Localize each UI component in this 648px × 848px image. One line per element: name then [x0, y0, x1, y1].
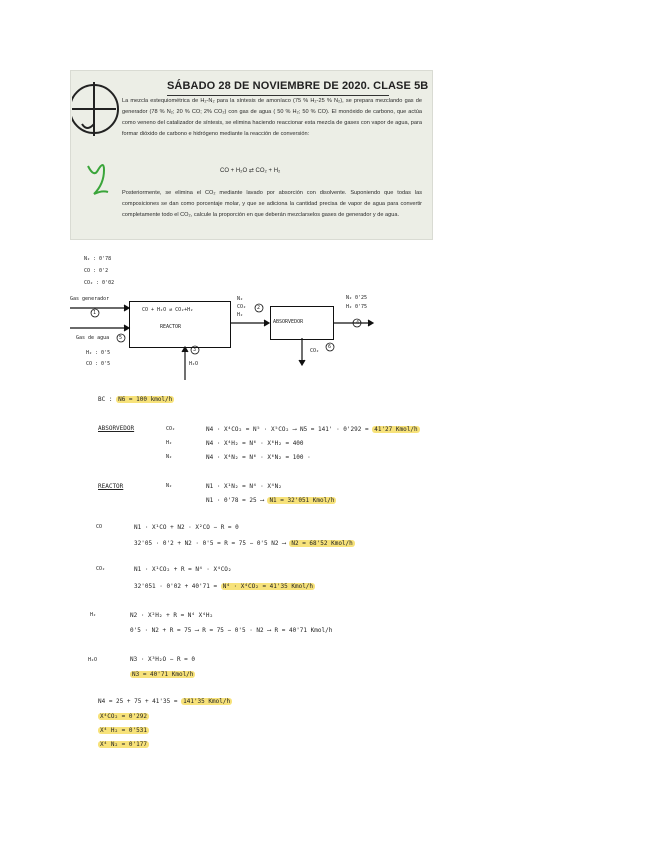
- co2-out-label: CO₂: [310, 348, 320, 354]
- logo-seal: [72, 74, 122, 154]
- gas-generador-label: Gas generador: [70, 296, 110, 302]
- bc-line: [98, 396, 174, 403]
- reactor-equation: CO + H₂O ⇄ CO₂+H₂: [142, 307, 194, 313]
- reactor-heading: REACTOR: [98, 483, 124, 490]
- h2-balance: N2 · X²H₂ + R = N⁴ X⁴H₂: [130, 612, 214, 619]
- reactor-n2-balance: N1 · X¹N₂ = N⁴ · X⁴N₂: [206, 483, 282, 490]
- stream1-n2: N₂ : 0'78: [84, 256, 112, 262]
- reactor-label: REACTOR: [160, 324, 182, 330]
- n4-total-eq: N4 = 25 + 75 + 41'35 =: [98, 698, 178, 705]
- stream-number-1: 1: [93, 310, 97, 316]
- h2o-feed-label: H₂O: [189, 361, 199, 367]
- absorbedor-co2-balance: N4 · X⁴CO₂ = N⁵ · X⁵CO₂ ⟶ N5 = 141' · 0'292 = 41'27 Kmol/h: [206, 426, 418, 433]
- absorbedor-label: ABSORVEDOR: [273, 319, 304, 325]
- n4-total-result: 141'35 Kmol/h: [183, 698, 231, 705]
- bc-value: N6 = 100 kmol/h: [118, 396, 173, 403]
- x4co2-result: X⁴CO₂ = 0'292: [100, 713, 147, 720]
- x4h2-result: X⁴ H₂ = 0'531: [100, 727, 147, 734]
- x4n2-line: [98, 741, 149, 748]
- n3-line: [130, 671, 195, 678]
- absorbedor-co2-eq: N4 · X⁴CO₂ = N⁵ · X⁵CO₂: [206, 426, 290, 433]
- absorbedor-n2-balance: N4 · X⁴N₂ = N⁶ · X⁶N₂ = 100 ·: [206, 454, 311, 461]
- photo-title: SÁBADO 28 DE NOVIEMBRE DE 2020. CLASE 5B: [167, 80, 429, 92]
- n1-result: N1 = 32'051 Kmol/h: [269, 497, 335, 504]
- h2-eq: 0'5 · N2 + R = 75 ⟶ R = 75 − 0'5 · N2 ⟶: [130, 627, 271, 634]
- co2-balance: N1 · X¹CO₂ + R = N⁴ · X⁴CO₂: [134, 566, 232, 573]
- h2-section-tag: H₂: [90, 612, 97, 618]
- stream2-co: CO : 0'5: [86, 361, 111, 367]
- problem-paragraph-2: Posteriormente, se elimina el CO₂ mediante lavado por absorción con disolvente. Suponiendo que todas las composiciones se dan como porcentaje molar, y que se adiciona la cantidad precisa de vapor de agua para convertir completamente todo el CO₂, calcule la proporción en que deberán mezclarselos gases de generador y de agua.: [122, 190, 422, 218]
- co2-n4-line: [134, 583, 315, 590]
- stream-number-5: 5: [119, 335, 123, 341]
- gas-agua-label: Gas de agua: [76, 335, 110, 341]
- reactor-n1-line: N1 · 0'78 = 25 ⟶ N1 = 32'051 Kmol/h: [206, 497, 335, 504]
- co-tag: CO: [96, 524, 103, 530]
- mid-stream-n2: N₂: [237, 296, 244, 302]
- stream-number-2: 2: [257, 305, 261, 311]
- green-checkmark-icon: [84, 158, 114, 198]
- conversion-equation: CO + H₂O ⇄ CO₂ + H₂: [220, 168, 281, 174]
- problem-photo: [70, 70, 433, 240]
- n5-calc: N5 = 141' · 0'292 =: [299, 426, 369, 433]
- h2-r-line: [130, 627, 332, 634]
- out-stream-n2: N₂ 0'25: [346, 295, 368, 301]
- problem-paragraph-1: La mezcla estequiométrica de H₂-N₂ para la síntesis de amoníaco (75 % H₂-25 % N₂), se prepara mezclando gas de generador (78 % N₂; 20 % CO; 2% CO₂) con gas de agua ( 50 % H₂; 50 % CO). El monóxido de carbono, que actúa como veneno del catalizador de síntesis, se elimina haciendo reaccionar esta mezcla de gases con vapor de agua, para formar dióxido de carbono e hidrógeno mediante la reacción de conversión:: [122, 98, 422, 137]
- co2-tag: CO₂: [166, 426, 176, 432]
- stream1-co: CO : 0'2: [84, 268, 109, 274]
- stream-number-6: 6: [328, 344, 332, 350]
- absorbedor-heading: ABSORVEDOR: [98, 425, 135, 432]
- out-stream-h2: H₂ 0'75: [346, 304, 368, 310]
- x4h2-line: [98, 727, 149, 734]
- stream2-h2: H₂ : 0'5: [86, 350, 111, 356]
- n2-tag: N₂: [166, 454, 173, 460]
- reactor-n1-eq: N1 · 0'78 = 25: [206, 497, 257, 504]
- mid-stream-co2: CO₂: [237, 304, 247, 310]
- r-result: R = 40'71 Kmol/h: [274, 627, 333, 634]
- stream1-co2: CO₂ : 0'02: [84, 280, 115, 286]
- h2-tag: H₂: [166, 440, 173, 446]
- x4n2-result: X⁴ N₂ = 0'177: [100, 741, 147, 748]
- mid-stream-h2: H₂: [237, 312, 244, 318]
- absorbedor-h2-balance: N4 · X⁴H₂ = N⁶ · X⁶H₂ = 400: [206, 440, 304, 447]
- co-eq: 32'05 · 0'2 + N2 · 0'5 = R = 75 − 0'5 N2: [134, 540, 279, 547]
- h2o-section-tag: H₂O: [88, 657, 98, 663]
- n5-result: 41'27 Kmol/h: [374, 426, 418, 433]
- stream-number-4: 4: [356, 320, 360, 326]
- n4-total-line: [98, 698, 232, 705]
- co2-eq: 32'051 · 0'02 + 40'71 =: [134, 583, 218, 590]
- x4co2-line: [98, 713, 149, 720]
- n4co2-result: N⁴ · X⁴CO₂ = 41'35 Kmol/h: [222, 583, 314, 590]
- stream-number-3: 3: [193, 347, 197, 353]
- h2o-balance: N3 · X³H₂O − R = 0: [130, 656, 196, 663]
- co-n2-line: 32'05 · 0'2 + N2 · 0'5 = R = 75 − 0'5 N2 ⟶ N2 = 68'52 Kmol/h: [134, 540, 353, 547]
- co2-section-tag: CO₂: [96, 566, 106, 572]
- co-balance: N1 · X¹CO + N2 · X²CO − R = 0: [134, 524, 239, 531]
- bc-label: BC :: [98, 396, 113, 403]
- reactor-n2-tag: N₂: [166, 483, 173, 489]
- n3-result: N3 = 40'71 Kmol/h: [132, 671, 194, 678]
- n2-result: N2 = 68'52 Kmol/h: [291, 540, 353, 547]
